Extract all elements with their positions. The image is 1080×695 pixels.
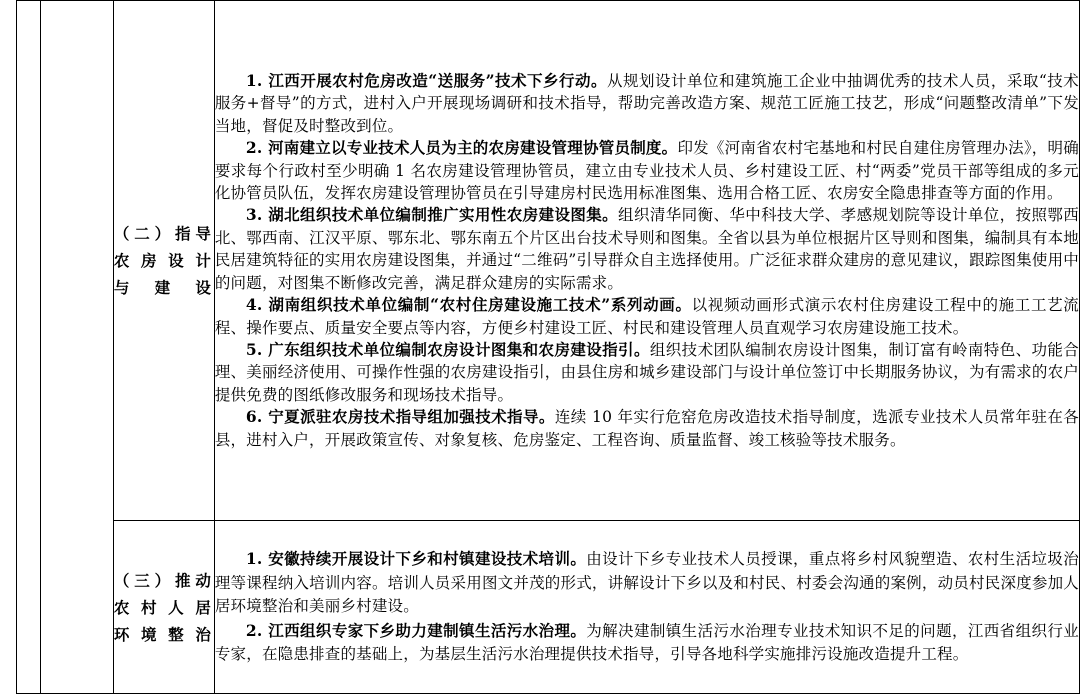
section-content-cell bbox=[214, 521, 1079, 694]
section-title-line: （三）推动 bbox=[113, 570, 214, 590]
paragraph-text: 以视频动画形式演示农村住房建设工程中的施工工艺流程、操作要点、质量安全要点等内容，方便乡村建设工匠、村民和建设管理人员直观学习农房建设施工技术。 bbox=[214, 296, 1079, 337]
paragraph-lead: 5. 广东组织技术单位编制农房设计图集和农房建设指引。 bbox=[245, 339, 650, 359]
content-paragraph bbox=[215, 137, 1079, 204]
content-paragraph bbox=[215, 339, 1079, 406]
section-title-line: 环境整治 bbox=[113, 624, 214, 644]
content-paragraph bbox=[215, 204, 1079, 294]
blank-column-1 bbox=[17, 1, 41, 694]
section-title-line: 农房设计 bbox=[113, 251, 214, 270]
table-row bbox=[17, 1, 1080, 521]
paragraph-text: 印发《河南省农村宅基地和村民自建住房管理办法》，明确要求每个行政村至少明确 1 名农房建设管理协管员，建立由专业技术人员、乡村建设工匠、村“两委”党员干部等组成的多元化协管员队伍，发挥农房建设管理协管员在引导建房村民选用标准图集、选用合格工匠、农房安全隐患排查等方面的作用。 bbox=[214, 139, 1080, 203]
content-paragraph bbox=[215, 406, 1079, 451]
paragraph-lead: 6. 宁夏派驻农房技术指导组加强技术指导。 bbox=[245, 407, 555, 427]
section-title-line: 农村人居 bbox=[113, 597, 214, 617]
paragraph-text: 连续 10 年实行危窑危房改造技术指导制度，选派专业技术人员常年驻在各县，进村入户，开展政策宣传、对象复核、危房鉴定、工程咨询、质量监督、竣工核验等技术服务。 bbox=[214, 408, 1079, 449]
paragraph-lead: 3. 湖北组织技术单位编制推广实用性农房建设图集。 bbox=[245, 205, 619, 225]
paragraph-text: 从规划设计单位和建筑施工企业中抽调优秀的技术人员，采取“技术服务+督导”的方式，进村入户开展现场调研和技术指导，帮助完善改造方案、规范工匠施工技艺，形成“问题整改清单”下发当地，督促及时整改到位。 bbox=[214, 72, 1079, 135]
paragraph-lead: 4. 湖南组织技术单位编制“农村住房建设施工技术”系列动画。 bbox=[245, 295, 692, 315]
content-paragraph bbox=[215, 294, 1079, 339]
content-paragraph bbox=[215, 547, 1079, 618]
blank-column-2 bbox=[40, 1, 113, 694]
paragraph-text: 组织技术团队编制农房设计图集，制订富有岭南特色、功能合理、美丽经济使用、可操作性强的农房建设指引，由县住房和城乡建设部门与设计单位签订中长期服务协议，为有需求的农户提供免费的图纸修改服务和现场技术指导。 bbox=[214, 340, 1079, 404]
paragraph-text: 由设计下乡专业技术人员授课，重点将乡村风貌塑造、农村生活垃圾治理等课程纳入培训内容。培训人员采用图文并茂的形式，讲解设计下乡以及和村民、村委会沟通的案例，动员村民深度参加人居环境整治和美丽乡村建设。 bbox=[214, 550, 1079, 616]
paragraph-lead: 2. 河南建立以专业技术人员为主的农房建设管理协管员制度。 bbox=[245, 138, 678, 158]
paragraph-lead: 1. 江西开展农村危房改造“送服务”技术下乡行动。 bbox=[245, 71, 608, 91]
section-title-cell bbox=[113, 521, 214, 694]
content-paragraph bbox=[215, 70, 1079, 137]
section-content-cell bbox=[214, 1, 1079, 521]
section-title-line: （二）指导 bbox=[113, 224, 214, 243]
paragraph-lead: 2. 江西组织专家下乡助力建制镇生活污水治理。 bbox=[245, 620, 587, 640]
paragraph-text: 组织清华同衡、华中科技大学、孝感规划院等设计单位，按照鄂西北、鄂西南、江汉平原、鄂东北、鄂东南五个片区出台技术导则和图集。全省以县为单位根据片区导则和图集，编制具有本地民居建筑特征的实用农房建设图集，并通过“二维码”引导群众自主选择使用。广泛征求群众建房的意见建议，跟踪图集使用中的问题，对图集不断修改完善，满足群众建房的实际需求。 bbox=[214, 206, 1079, 292]
document-table bbox=[16, 0, 1080, 694]
paragraph-lead: 1. 安徽持续开展设计下乡和村镇建设技术培训。 bbox=[245, 549, 587, 569]
section-title-cell bbox=[113, 1, 214, 521]
paragraph-text: 为解决建制镇生活污水治理专业技术知识不足的问题，江西省组织行业专家，在隐患排查的基础上，为基层生活污水治理提供技术指导，引导各地科学实施排污设施改造提升工程。 bbox=[214, 621, 1079, 664]
section-title-line: 与建设 bbox=[113, 278, 214, 297]
table-row bbox=[17, 521, 1080, 694]
content-paragraph bbox=[215, 619, 1079, 667]
